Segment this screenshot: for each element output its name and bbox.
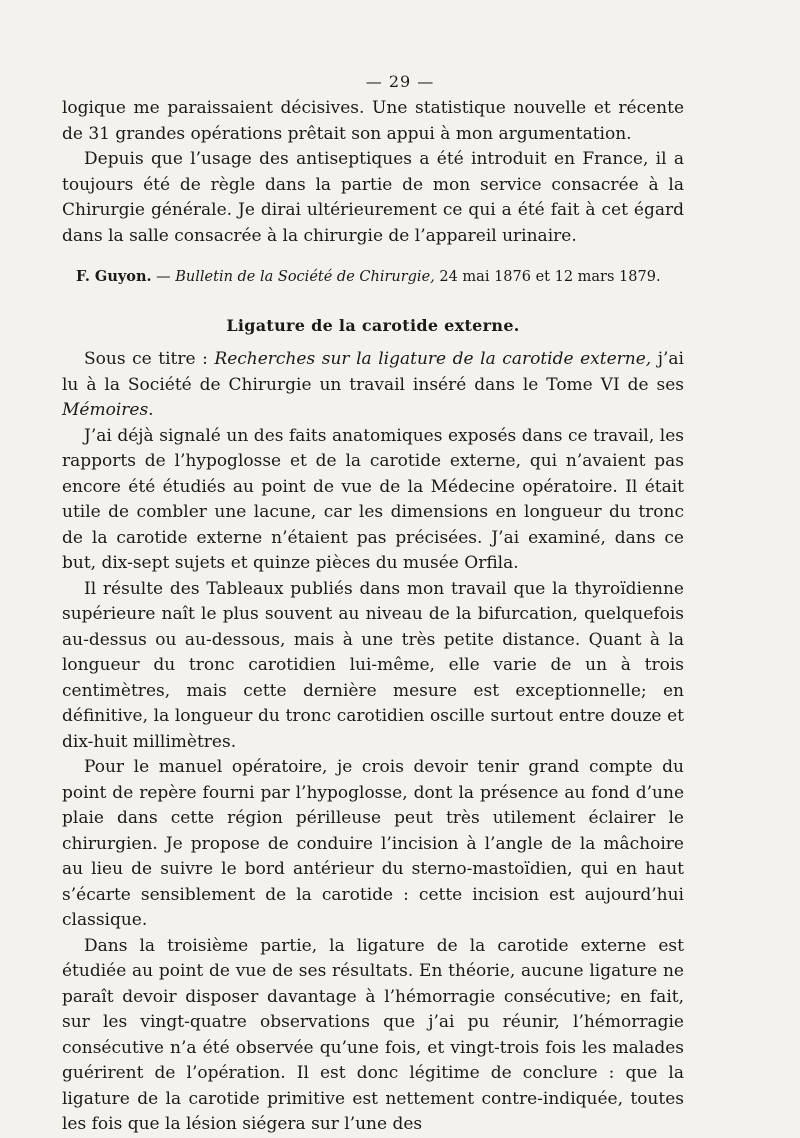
intro-after: .: [148, 400, 154, 420]
intro-before: Sous ce titre :: [84, 349, 215, 369]
text-column: [62, 96, 684, 1138]
paragraph-antiseptiques: Depuis que l’usage des antiseptiques a été introduit en France, il a toujours été de règle dans la partie de mon service consacrée à la Chirurgie générale. Je dirai ultérieurement ce qui a été fait à cet égard dans la salle consacrée à la chirurgie de l’appareil urinaire.: [62, 149, 684, 246]
paragraph-resultats: Dans la troisième partie, la ligature de la carotide externe est étudiée au point de vue de ses résultats. En théorie, aucune ligature ne paraît devoir disposer davantage à l’hémorragie consécutive; en fait, sur les vingt-quatre observations que j’ai pu réunir, l’hémorragie consécutive n’a été observée qu’une fois, et vingt-trois fois les malades guérirent de l’opération. Il est donc légitime de conclure : que la ligature de la carotide primitive est nettement contre-indiquée, toutes les fois que la lésion siégera sur l’une des: [62, 935, 684, 1134]
intro-middle: j’ai lu à la Société de Chirurgie un travail inséré dans le Tome VI de ses: [62, 349, 684, 395]
citation-journal: Bulletin de la Société de Chirurgie,: [175, 269, 435, 285]
paragraph-continued: logique me paraissaient décisives. Une statistique nouvelle et récente de 31 grandes opérations prêtait son appui à mon argumentation.: [62, 98, 684, 144]
citation-author: F. Guyon.: [76, 268, 152, 285]
paragraph-intro: [62, 347, 684, 424]
citation-dates: 24 mai 1876 et 12 mars 1879.: [434, 269, 661, 285]
page-number: — 29 —: [365, 72, 435, 91]
section-title: Ligature de la carotide externe.: [226, 316, 520, 335]
paragraph-manuel: Pour le manuel opératoire, je crois devoir tenir grand compte du point de repère fourni par l’hypoglosse, dont la présence au fond d’une plaie dans cette région périlleuse peut très utilement éclairer le chirurgien. Je propose de conduire l’incision à l’angle de la mâchoire au lieu de suivre le bord antérieur du sterno-mastoïdien, qui en haut s’écarte sensiblement de la carotide : cette incision est aujourd’hui classique.: [62, 757, 684, 930]
paragraph-tableaux: Il résulte des Tableaux publiés dans mon travail que la thyroïdienne supérieure naît le plus souvent au niveau de la bifurcation, quelquefois au-dessus ou au-dessous, mais à une très petite distance. Quant à la longueur du tronc carotidien lui-même, elle varie de un à trois centimètres, mais cette dernière mesure est exceptionnelle; en définitive, la longueur du tronc carotidien oscille surtout entre douze et dix-huit millimètres.: [62, 578, 684, 752]
citation: [62, 266, 684, 288]
paragraph-anatomy: J’ai déjà signalé un des faits anatomiques exposés dans ce travail, les rapports de l’hypoglosse et de la carotide externe, qui n’avaient pas encore été étudiés au point de vue de la Médecine opératoire. Il était utile de combler une lacune, car les dimensions en longueur du tronc de la carotide externe n’étaient pas précisées. J’ai examiné, dans ce but, dix-sept sujets et quinze pièces du musée Orfila.: [62, 425, 684, 573]
citation-dash: —: [151, 269, 176, 285]
intro-memoires: Mémoires: [62, 400, 149, 420]
intro-title: Recherches sur la ligature de la carotide externe,: [214, 349, 652, 369]
